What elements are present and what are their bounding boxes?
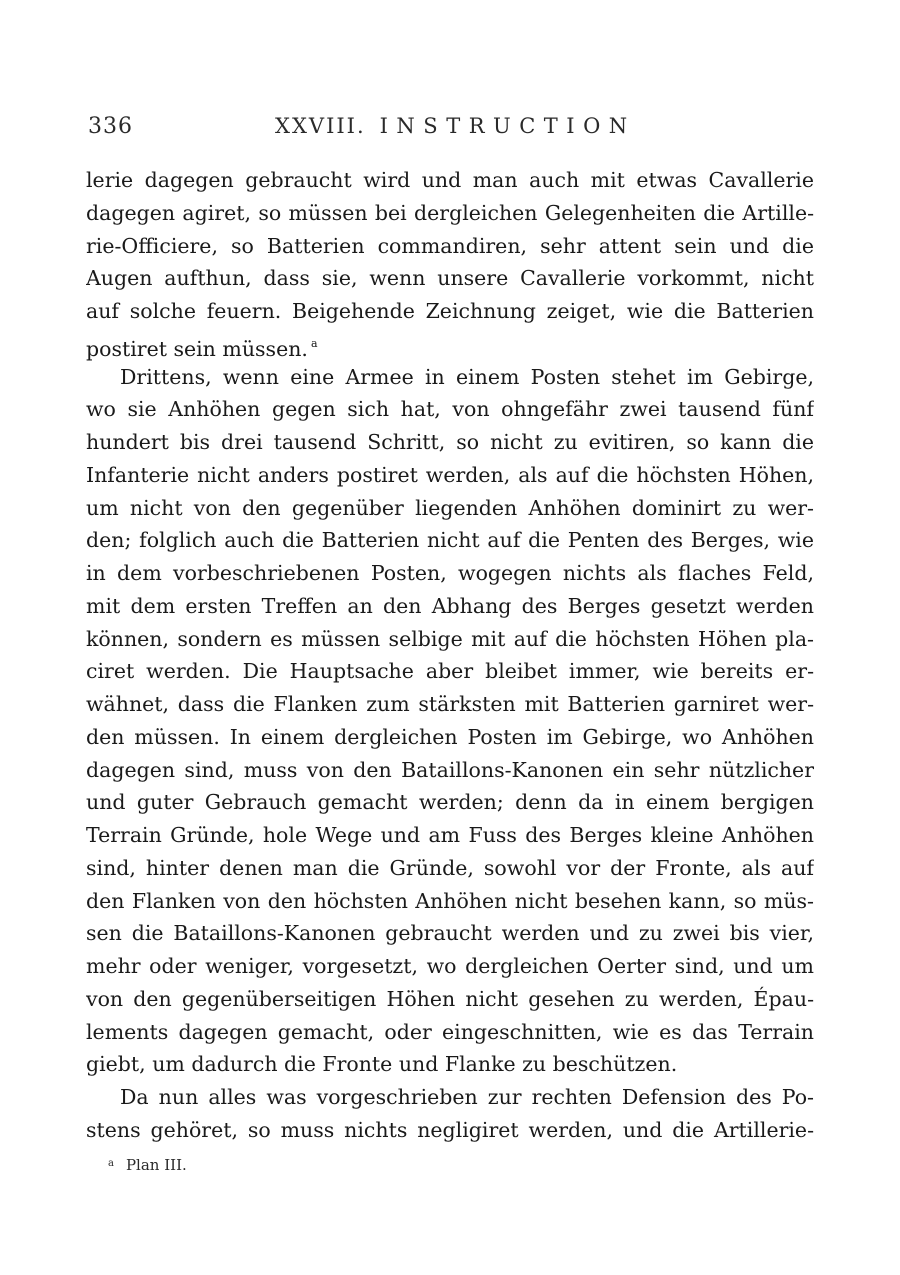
text-line: rie-Officiere, so Batterien commandiren, sehr attent sein und die [86,233,814,258]
text-line: Terrain Gründe, hole Wege und am Fuss des Berges kleine Anhöhen [86,823,814,847]
text-line: wo sie Anhöhen gegen sich hat, von ohngefähr zwei tausend fünf [86,397,814,422]
text-line: mehr oder weniger, vorgesetzt, wo dergleichen Oerter sind, und um [86,954,814,978]
text-line: von den gegenüberseitigen Höhen nicht gesehen zu werden, Épau- [86,986,814,1011]
text-line: den Flanken von den höchsten Anhöhen nicht besehen kann, so müs- [86,888,814,913]
text-line: Augen aufthun, dass sie, wenn unsere Cavallerie vorkommt, nicht [86,266,814,291]
body-text [86,164,814,1147]
text-line: in dem vorbeschriebenen Posten, wogegen nichts als flaches Feld, [86,561,814,585]
text-line-content: postiret sein müssen. [86,336,308,361]
footnote-text: Plan III. [125,1156,187,1174]
text-line: giebt, um dadurch die Fronte und Flanke zu beschützen. [86,1052,678,1077]
text-line: Da nun alles was vorgeschrieben zur rechten Defension des Po- [120,1085,814,1109]
footnote [108,1156,187,1174]
text-line: ciret werden. Die Hauptsache aber bleibet immer, wie bereits er- [86,659,814,684]
footnote-reference[interactable]: a [310,336,318,350]
text-line: sen die Bataillons-Kanonen gebraucht werden und zu zwei bis vier, [86,921,814,946]
text-line: können, sondern es müssen selbige mit auf die höchsten Höhen pla- [86,626,814,651]
text-line: lerie dagegen gebraucht wird und man auch mit etwas Cavallerie [86,168,814,192]
footnote-mark: a [108,1158,114,1169]
running-title [275,114,636,138]
running-title-roman: XXVIII. [275,114,366,138]
running-title-word: INSTRUCTION [379,114,636,138]
page-number: 336 [88,114,133,139]
text-line: dagegen agiret, so müssen bei dergleichen Gelegenheiten die Artille- [86,200,814,225]
text-line: lements dagegen gemacht, oder eingeschnitten, wie es das Terrain [86,1019,814,1044]
text-line: um nicht von den gegenüber liegenden Anhöhen dominirt zu wer- [86,495,814,520]
text-line: den; folglich auch die Batterien nicht auf die Penten des Berges, wie [86,528,814,553]
text-line-with-footnote [86,328,814,361]
text-line: Infanterie nicht anders postiret werden, als auf die höchsten Höhen, [86,462,814,487]
text-line: und guter Gebrauch gemacht werden; denn da in einem bergigen [86,790,814,815]
text-line: auf solche feuern. Beigehende Zeichnung zeiget, wie die Batterien [86,299,814,323]
text-line: hundert bis drei tausend Schritt, so nicht zu evitiren, so kann die [86,430,814,454]
text-line: stens gehöret, so muss nichts negligiret werden, und die Artillerie- [86,1117,814,1142]
text-line: sind, hinter denen man die Gründe, sowohl vor der Fronte, als auf [86,855,814,880]
text-line: Drittens, wenn eine Armee in einem Posten stehet im Gebirge, [120,364,814,389]
text-line: dagegen sind, muss von den Bataillons-Kanonen ein sehr nützlicher [86,757,814,782]
text-line: wähnet, dass die Flanken zum stärksten mit Batterien garniret wer- [86,692,814,716]
page-header [88,114,828,150]
text-line: mit dem ersten Treffen an den Abhang des Berges gesetzt werden [86,593,814,618]
text-line: den müssen. In einem dergleichen Posten im Gebirge, wo Anhöhen [86,724,814,749]
